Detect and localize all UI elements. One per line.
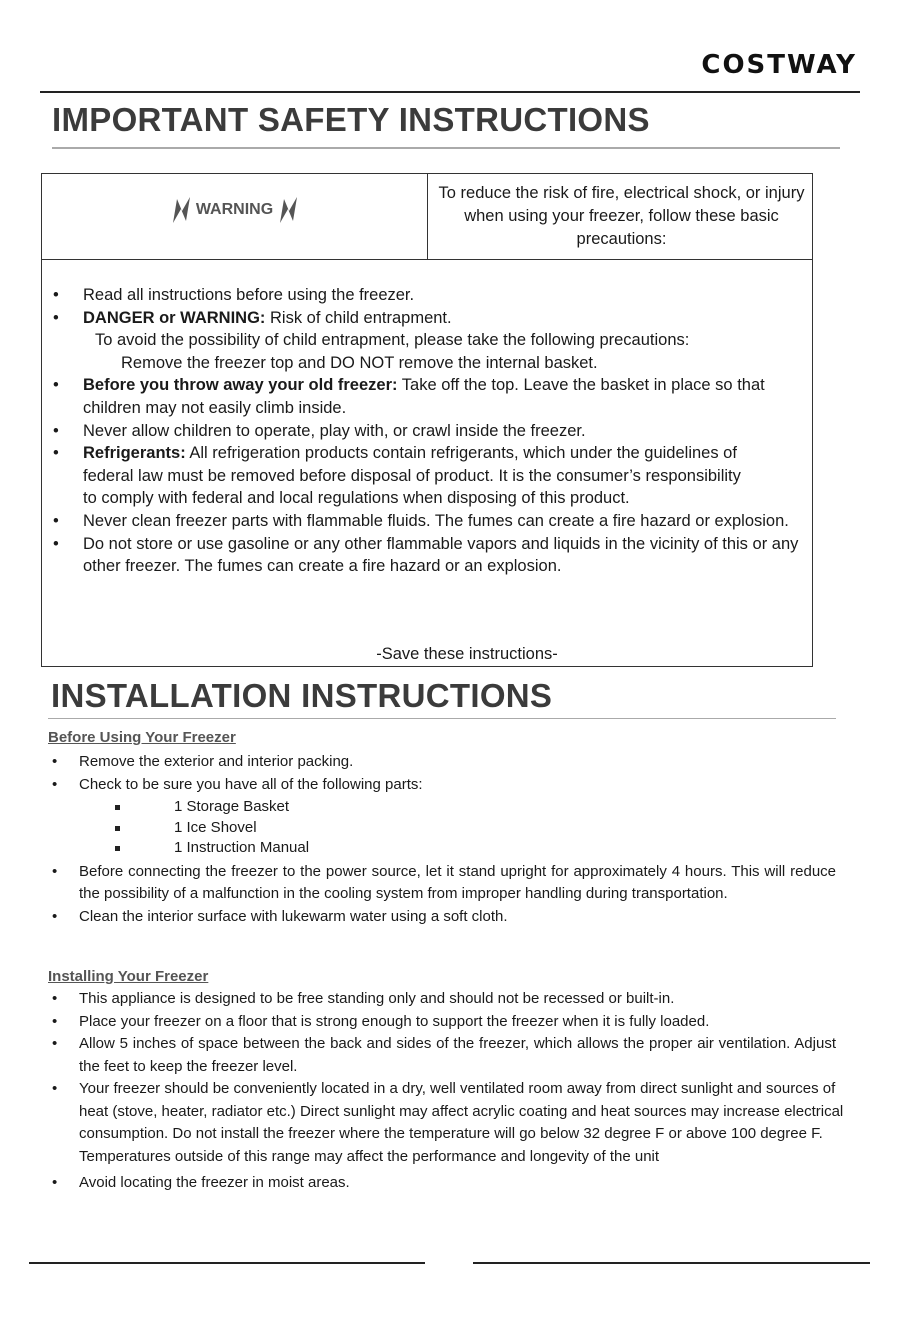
part-text: 1 Storage Basket (174, 798, 290, 815)
before-using-list (48, 751, 836, 928)
safety-item-text: All refrigeration products contain refrigerants, which under the guidelines of federal law must be removed before disposal of product. It is the consumer’s responsibility to comply with federal and local regulations when disposing of this product. (83, 444, 741, 508)
safety-item (42, 420, 812, 443)
installing-item-text: Your freezer should be conveniently located in a dry, well ventilated room away from direct sunlight and sources of heat (stove, heater, radiator etc.) Direct sunlight may affect acrylic coating and heat sources may increase electrical consumption. Do not install the freezer where the temperature will go below 32 degree F or above 100 degree F. Temperatures outside of this range may affect the performance and longevity of the unit (79, 1080, 844, 1165)
installing-list (48, 988, 858, 1195)
warning-cell (42, 174, 427, 246)
entrapment-text-2: Remove the freezer top and DO NOT remove the internal basket. (121, 353, 598, 372)
safety-item-text: Read all instructions before using the freezer. (83, 286, 415, 304)
safety-heading-rule (52, 147, 840, 149)
before-item (48, 751, 836, 774)
safety-item (42, 442, 812, 510)
bullet: • (52, 862, 58, 880)
before-item (48, 774, 836, 797)
before-item-text: Check to be sure you have all of the following parts: (79, 775, 423, 793)
entrapment-line-1 (42, 329, 812, 352)
header-rule (40, 91, 860, 93)
safety-heading: IMPORTANT SAFETY INSTRUCTIONS (52, 101, 650, 138)
installing-item-text: This appliance is designed to be free standing only and should not be recessed or built-in. (79, 990, 675, 1007)
installing-heading: Installing Your Freezer (48, 968, 209, 985)
bullet: • (53, 308, 59, 327)
safety-item (42, 510, 812, 533)
square-bullet (115, 846, 120, 851)
installation-heading: INSTALLATION INSTRUCTIONS (51, 677, 553, 714)
installing-item-text: Allow 5 inches of space between the back and sides of the freezer, which allows the proper air ventilation. Adjust the feet to keep the freezer level. (79, 1035, 836, 1075)
bullet: • (53, 511, 59, 530)
before-item-text: Clean the interior surface with lukewarm water using a soft cloth. (79, 907, 508, 925)
safety-item-bold: DANGER or WARNING: (83, 308, 266, 327)
before-item-text: Before connecting the freezer to the power source, let it stand upright for approximately 4 hours. This will reduce the possibility of a malfunction in the cooling system from improper handling during transportation. (79, 862, 836, 902)
safety-item (42, 307, 812, 330)
warning-header-vertical-divider (427, 174, 428, 259)
precaution-text: To reduce the risk of fire, electrical shock, or injury when using your freezer, follow these basic precautions: (438, 184, 805, 248)
safety-item (42, 533, 812, 578)
bullet: • (52, 1080, 58, 1097)
safety-item-text: Do not store or use gasoline or any other flammable vapors and liquids in the vicinity of this or any other freezer. The fumes can create a fire hazard or an explosion. (83, 534, 799, 576)
bullet: • (52, 907, 58, 925)
parts-list (48, 796, 836, 861)
bullet: • (52, 990, 58, 1007)
bullet: • (52, 1174, 58, 1191)
warning-box (41, 173, 813, 667)
entrapment-text-1: To avoid the possibility of child entrapment, please take the following precautions: (95, 331, 690, 350)
safety-item-bold: Before you throw away your old freezer: (83, 376, 398, 395)
part-item (48, 838, 836, 859)
bullet: • (53, 421, 59, 440)
safety-item-text: Never clean freezer parts with flammable fluids. The fumes can create a fire hazard or explosion. (83, 511, 789, 530)
bullet: • (52, 1035, 58, 1052)
save-instructions: -Save these instructions- (376, 645, 558, 663)
entrapment-line-2 (42, 352, 812, 375)
lightning-bolt-icon (168, 193, 194, 227)
square-bullet (115, 805, 120, 810)
before-using-heading: Before Using Your Freezer (48, 729, 236, 746)
installing-item-text: Avoid locating the freezer in moist areas. (79, 1174, 350, 1191)
part-item (48, 797, 836, 818)
bullet: • (53, 376, 59, 395)
warning-header-divider (42, 259, 812, 260)
installing-item (48, 1011, 858, 1034)
bullet: • (52, 753, 58, 770)
safety-item (42, 284, 812, 307)
warning-label: WARNING (195, 201, 274, 218)
part-text: 1 Instruction Manual (174, 839, 310, 856)
installing-item (48, 1078, 858, 1168)
safety-list (42, 284, 812, 578)
before-item (48, 861, 836, 906)
bullet: • (53, 286, 59, 304)
brand-logo: COSTWAY (701, 50, 857, 80)
bullet: • (52, 1012, 58, 1030)
installing-item (48, 1172, 858, 1195)
footer-rule-left (29, 1262, 425, 1264)
installation-heading-rule (48, 718, 836, 719)
bullet: • (52, 775, 58, 793)
square-bullet (115, 826, 120, 831)
bullet: • (53, 444, 59, 463)
installing-item (48, 1033, 858, 1078)
part-text: 1 Ice Shovel (174, 818, 257, 836)
part-item (48, 818, 836, 839)
safety-item-bold: Refrigerants: (83, 444, 186, 463)
lightning-bolt-icon (275, 193, 301, 227)
safety-item-text: Risk of child entrapment. (265, 308, 452, 327)
safety-item-text: Never allow children to operate, play with, or crawl inside the freezer. (83, 421, 586, 440)
footer-rule-right (473, 1262, 870, 1264)
before-item (48, 906, 836, 929)
installing-item-text: Place your freezer on a floor that is strong enough to support the freezer when it is fully loaded. (79, 1012, 710, 1030)
installing-item (48, 988, 858, 1011)
safety-item-text: Take off the top. Leave the basket in place so that children may not easily climb inside. (83, 376, 765, 417)
safety-item (42, 374, 812, 419)
before-item-text: Remove the exterior and interior packing. (79, 753, 354, 770)
bullet: • (53, 534, 59, 553)
